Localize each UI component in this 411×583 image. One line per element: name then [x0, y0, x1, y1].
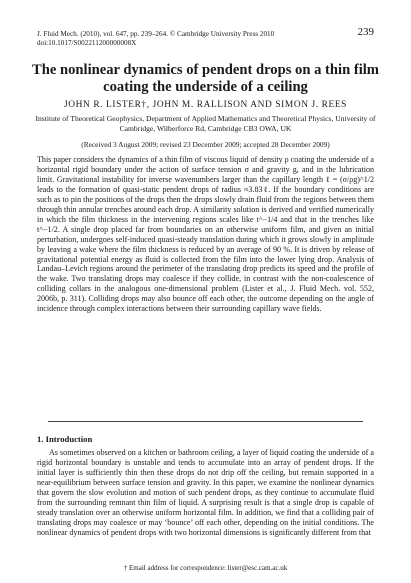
running-header	[37, 26, 374, 48]
journal-citation: J. Fluid Mech. (2010), vol. 647, pp. 239–264. © Cambridge University Press 2010	[37, 30, 275, 38]
introduction-paragraph: As sometimes observed on a kitchen or bathroom ceiling, a layer of liquid coating the underside of a rigid horizontal boundary is unstable and tends to accumulate into an array of pendent drops. If the initial layer is sufficiently thin then these drops do not drip off the ceiling, but remain supported in a near-equilibrium between surface tension and gravity. In this paper, we examine the nonlinear dynamics that govern the slow evolution and motion of such pendent drops, as they continue to accumulate fluid from the surrounding remnant thin film of liquid. A surprising result is that a single drop is capable of steady translation over an otherwise uniform horizontal film. In addition, we find that a colliding pair of translating drops may coalesce or may ‘bounce’ off each other, depending on the initial conditions. The nonlinear dynamics of pendent drops with two horizontal dimensions is significantly different from that	[37, 448, 374, 537]
doi: doi:10.1017/S002211200000008X	[37, 39, 137, 47]
section-divider	[48, 421, 363, 422]
footnote: † Email address for correspondence: lister@esc.cam.ac.uk	[123, 564, 288, 572]
page-number: 239	[357, 26, 374, 38]
section-heading: 1. Introduction	[37, 434, 93, 444]
authors: JOHN R. LISTER†, JOHN M. RALLISON AND SIMON J. REES	[64, 100, 347, 110]
received-dates: (Received 3 August 2009; revised 23 December 2009; accepted 28 December 2009)	[81, 140, 330, 149]
affiliation: Institute of Theoretical Geophysics, Department of Applied Mathematics and Theoretical Physics, University of Cambridge, Wilberforce Rd, Cambridge CB3 OWA, UK	[35, 114, 376, 133]
paper-title: The nonlinear dynamics of pendent drops on a thin film coating the underside of a ceiling	[32, 62, 379, 95]
abstract: This paper considers the dynamics of a thin film of viscous liquid of density ρ coating the underside of a horizontal rigid boundary under the action of surface tension σ and gravity g, and in the lubrication limit. Gravitational instability for inverse wavenumbers larger than the capillary length ℓ = (σ/ρg)^1/2 leads to the formation of quasi-static pendent drops of radius ≈3.83ℓ. If the boundary conditions are such as to pin the positions of the drops then the drops slowly drain fluid from the regions between them through thin annular trenches around each drop. A similarity solution is derived and verified numerically in which the film thickness in the intervening regions scales like t^−1/4 and that in the trenches like t^−1/2. A single drop placed far from boundaries on an otherwise uniform film, and given an initial perturbation, undergoes self-induced quasi-steady translation during which it grows slowly in amplitude by leaving a wake where the film thickness is reduced by an average of 90 %. It is driven by release of gravitational potential energy as fluid is collected from the film into the lower lying drop. Analysis of Landau–Levich regions around the perimeter of the translating drop predicts its speed and the profile of the wake. Two translating drops may coalesce if they collide, in contrast with the non-coalescence of colliding collars in the analogous one-dimensional problem (Lister et al., J. Fluid Mech. vol. 552, 2006b, p. 311). Colliding drops may also bounce off each other, the outcome depending on the angle of incidence through complex interactions between their surrounding capillary wave fields.	[37, 155, 374, 314]
